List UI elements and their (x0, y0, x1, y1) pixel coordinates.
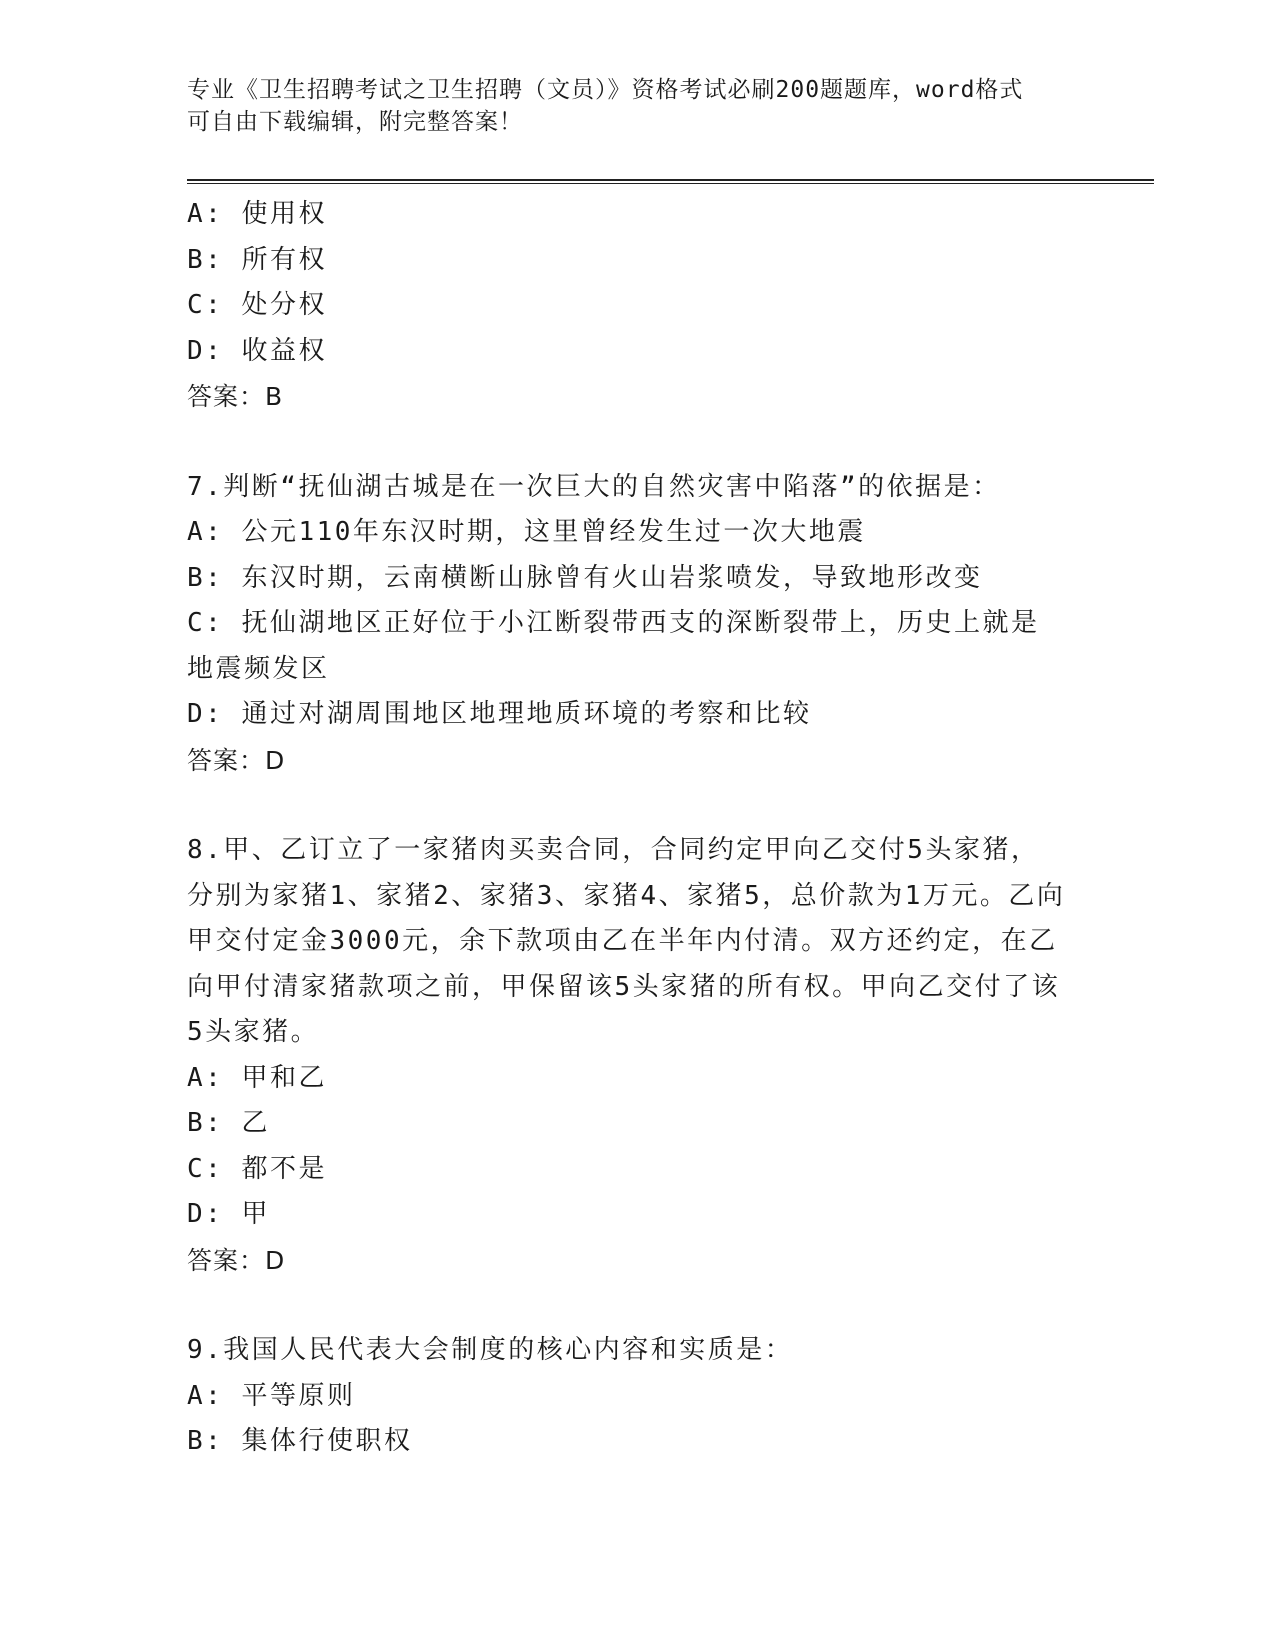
option-b: B: 东汉时期，云南横断山脉曾有火山岩浆喷发，导致地形改变 (187, 562, 983, 593)
option-a: A: 甲和乙 (187, 1062, 327, 1093)
option-a: A: 使用权 (187, 199, 327, 229)
question-7 (187, 465, 1087, 784)
answer-line: 答案：D (187, 745, 286, 775)
answer-line: 答案：B (187, 382, 284, 411)
question-8 (187, 828, 1087, 1283)
header-line-2: 可自由下载编辑，附完整答案！ (187, 109, 523, 135)
answer-line: 答案：D (187, 1245, 286, 1275)
option-c: C: 处分权 (187, 290, 327, 320)
option-c: C: 都不是 (187, 1153, 327, 1184)
option-b: B: 集体行使职权 (187, 1426, 413, 1456)
question-stem: 8.甲、乙订立了一家猪肉买卖合同，合同约定甲向乙交付5头家猪，分别为家猪1、家猪2、家猪3、家猪4、家猪5，总价款为1万元。乙向甲交付定金3000元，余下款项由乙在半年内付清。双方还约定，在乙向甲付清家猪款项之前，甲保留该5头家猪的所有权。甲向乙交付了该5头家猪。 (187, 835, 1066, 1047)
question-6 (187, 192, 1087, 420)
header-line-1: 专业《卫生招聘考试之卫生招聘（文员）》资格考试必刷200题题库，word格式 (187, 77, 1024, 103)
option-b: B: 乙 (187, 1108, 270, 1138)
option-c: C: 抚仙湖地区正好位于小江断裂带西支的深断裂带上，历史上就是地震频发区 (187, 608, 1040, 684)
option-a: A: 平等原则 (187, 1380, 356, 1411)
option-d: D: 收益权 (187, 335, 327, 366)
question-list (187, 192, 1087, 1465)
option-d: D: 通过对湖周围地区地理地质环境的考察和比较 (187, 699, 812, 729)
document-header (187, 74, 1087, 138)
option-b: B: 所有权 (187, 244, 327, 275)
spacer (187, 1283, 1087, 1328)
spacer (187, 420, 1087, 465)
question-9 (187, 1328, 1087, 1465)
option-d: D: 甲 (187, 1199, 270, 1229)
question-stem: 9.我国人民代表大会制度的核心内容和实质是： (187, 1335, 794, 1365)
header-divider-thin (187, 183, 1154, 184)
header-divider-thick (187, 179, 1154, 181)
option-a: A: 公元110年东汉时期，这里曾经发生过一次大地震 (187, 517, 866, 547)
spacer (187, 783, 1087, 828)
question-stem: 7.判断“抚仙湖古城是在一次巨大的自然灾害中陷落”的依据是： (187, 471, 1001, 502)
